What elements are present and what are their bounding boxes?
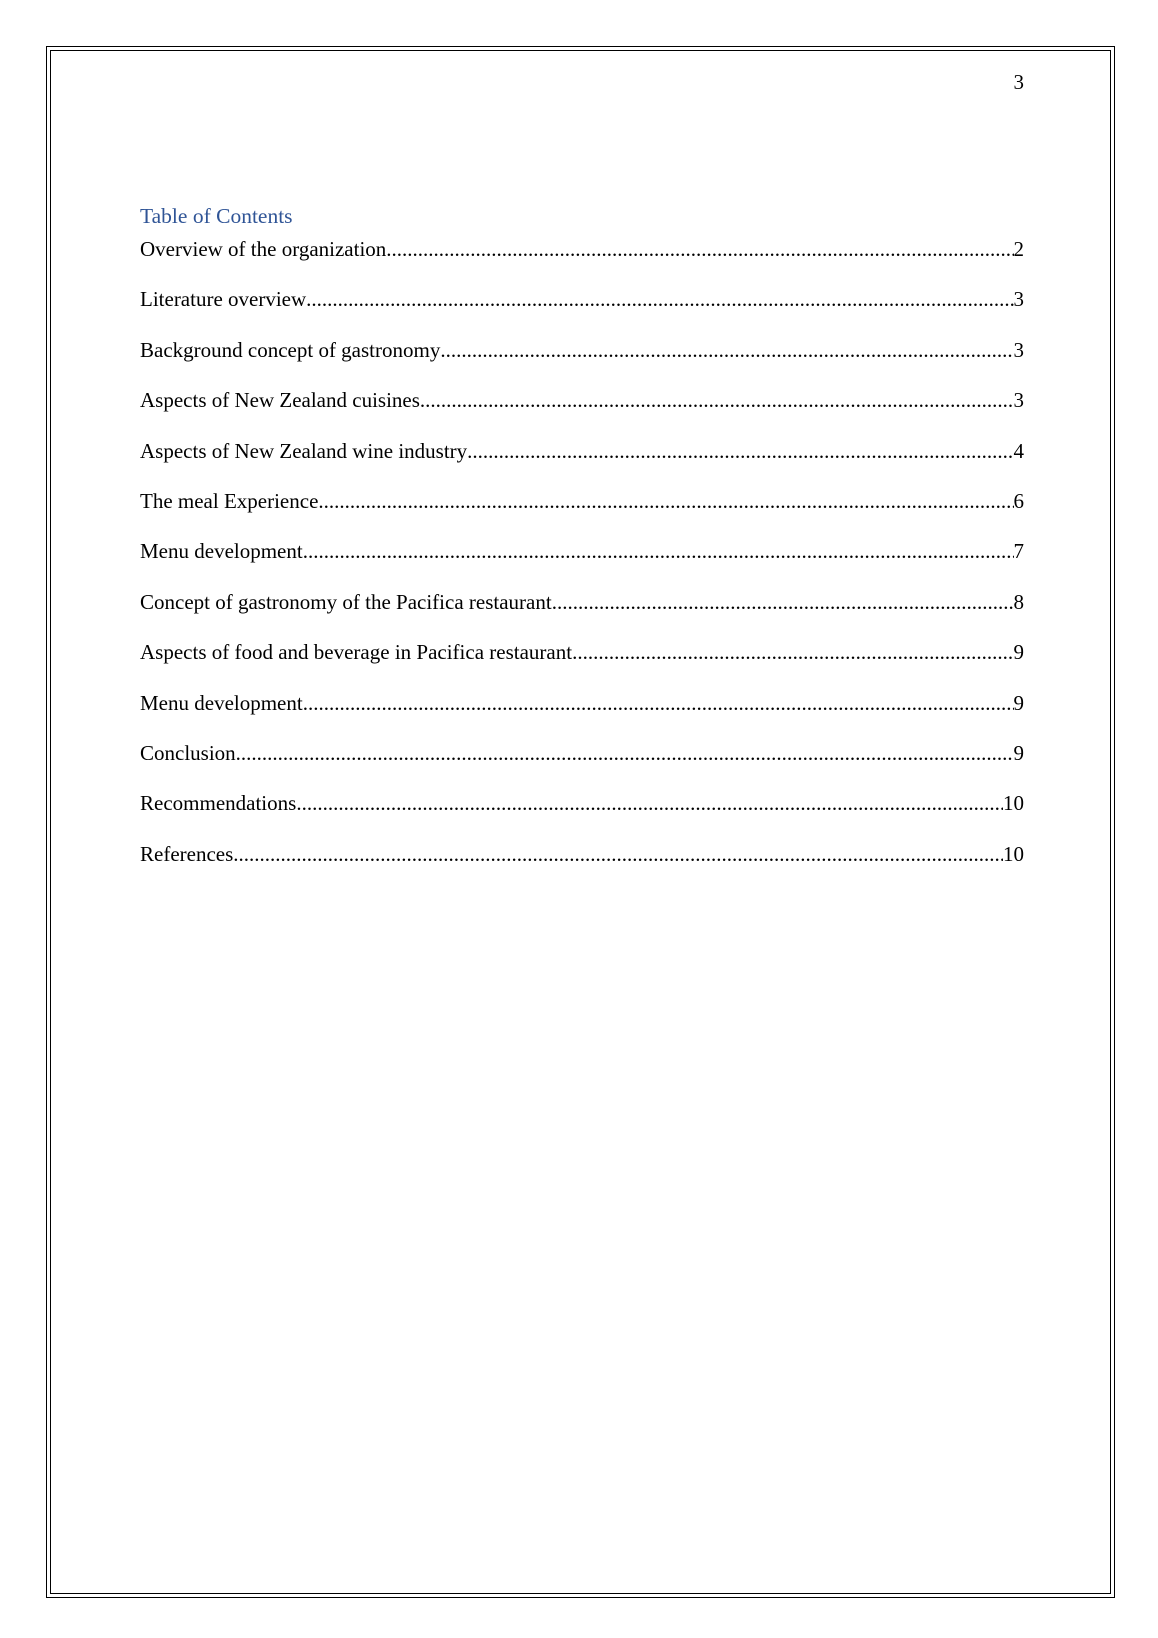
toc-entry-title: Conclusion [140, 740, 236, 765]
toc-heading: Table of Contents [140, 204, 293, 228]
toc-entry-page: 9 [1013, 640, 1024, 665]
toc-entry[interactable] [140, 489, 1024, 539]
toc-dot-leader [467, 439, 1013, 463]
toc-entry-page: 3 [1013, 388, 1024, 413]
toc-entry[interactable] [140, 388, 1024, 438]
toc-entry[interactable] [140, 590, 1024, 640]
toc-dot-leader [306, 287, 1013, 311]
toc-entry[interactable] [140, 539, 1024, 589]
toc-entry-title: Aspects of New Zealand cuisines [140, 388, 420, 413]
toc-entry-page: 8 [1013, 589, 1024, 614]
toc-entry[interactable] [140, 842, 1024, 892]
toc-entry-page: 6 [1013, 488, 1024, 513]
page-number: 3 [1013, 70, 1024, 94]
toc-entry-title: Aspects of food and beverage in Pacifica restaurant [140, 640, 573, 665]
toc-entry-title: Menu development [140, 539, 303, 564]
toc-dot-leader [303, 691, 1014, 715]
toc-entry-title: Menu development [140, 690, 303, 715]
toc-dot-leader [233, 842, 1003, 866]
toc-dot-leader [440, 338, 1013, 362]
toc-dot-leader [303, 539, 1014, 563]
toc-dot-leader [572, 640, 1013, 664]
toc-entry-page: 10 [1003, 791, 1024, 816]
toc-entry[interactable] [140, 237, 1024, 287]
toc-dot-leader [318, 489, 1013, 513]
toc-entry-title: Recommendations [140, 791, 297, 816]
toc-entry-page: 4 [1013, 438, 1024, 463]
toc-entry[interactable] [140, 338, 1024, 388]
toc-entry-title: References [140, 841, 234, 866]
toc-entry-page: 9 [1013, 690, 1024, 715]
toc-entry-page: 3 [1013, 337, 1024, 362]
toc-entry[interactable] [140, 741, 1024, 791]
toc-entry-title: Concept of gastronomy of the Pacifica restaurant [140, 589, 552, 614]
toc-dot-leader [296, 791, 1003, 815]
toc-dot-leader [552, 590, 1014, 614]
table-of-contents [140, 203, 1024, 892]
toc-entry-page: 2 [1013, 237, 1024, 261]
toc-dot-leader [236, 741, 1014, 765]
toc-entry-page: 9 [1013, 740, 1024, 765]
toc-entry[interactable] [140, 791, 1024, 841]
toc-entry[interactable] [140, 691, 1024, 741]
toc-entry[interactable] [140, 439, 1024, 489]
toc-entry[interactable] [140, 287, 1024, 337]
toc-entry-title: Aspects of New Zealand wine industry [140, 438, 468, 463]
toc-entry-title: Literature overview [140, 287, 307, 312]
toc-entry[interactable] [140, 640, 1024, 690]
toc-dot-leader [386, 237, 1013, 261]
toc-entry-page: 3 [1013, 287, 1024, 312]
toc-list [140, 237, 1024, 892]
toc-entry-title: The meal Experience [140, 488, 319, 513]
toc-entry-title: Overview of the organization [140, 237, 387, 261]
toc-entry-title: Background concept of gastronomy [140, 337, 441, 362]
toc-dot-leader [420, 388, 1014, 412]
toc-entry-page: 7 [1013, 539, 1024, 564]
toc-entry-page: 10 [1003, 841, 1024, 866]
